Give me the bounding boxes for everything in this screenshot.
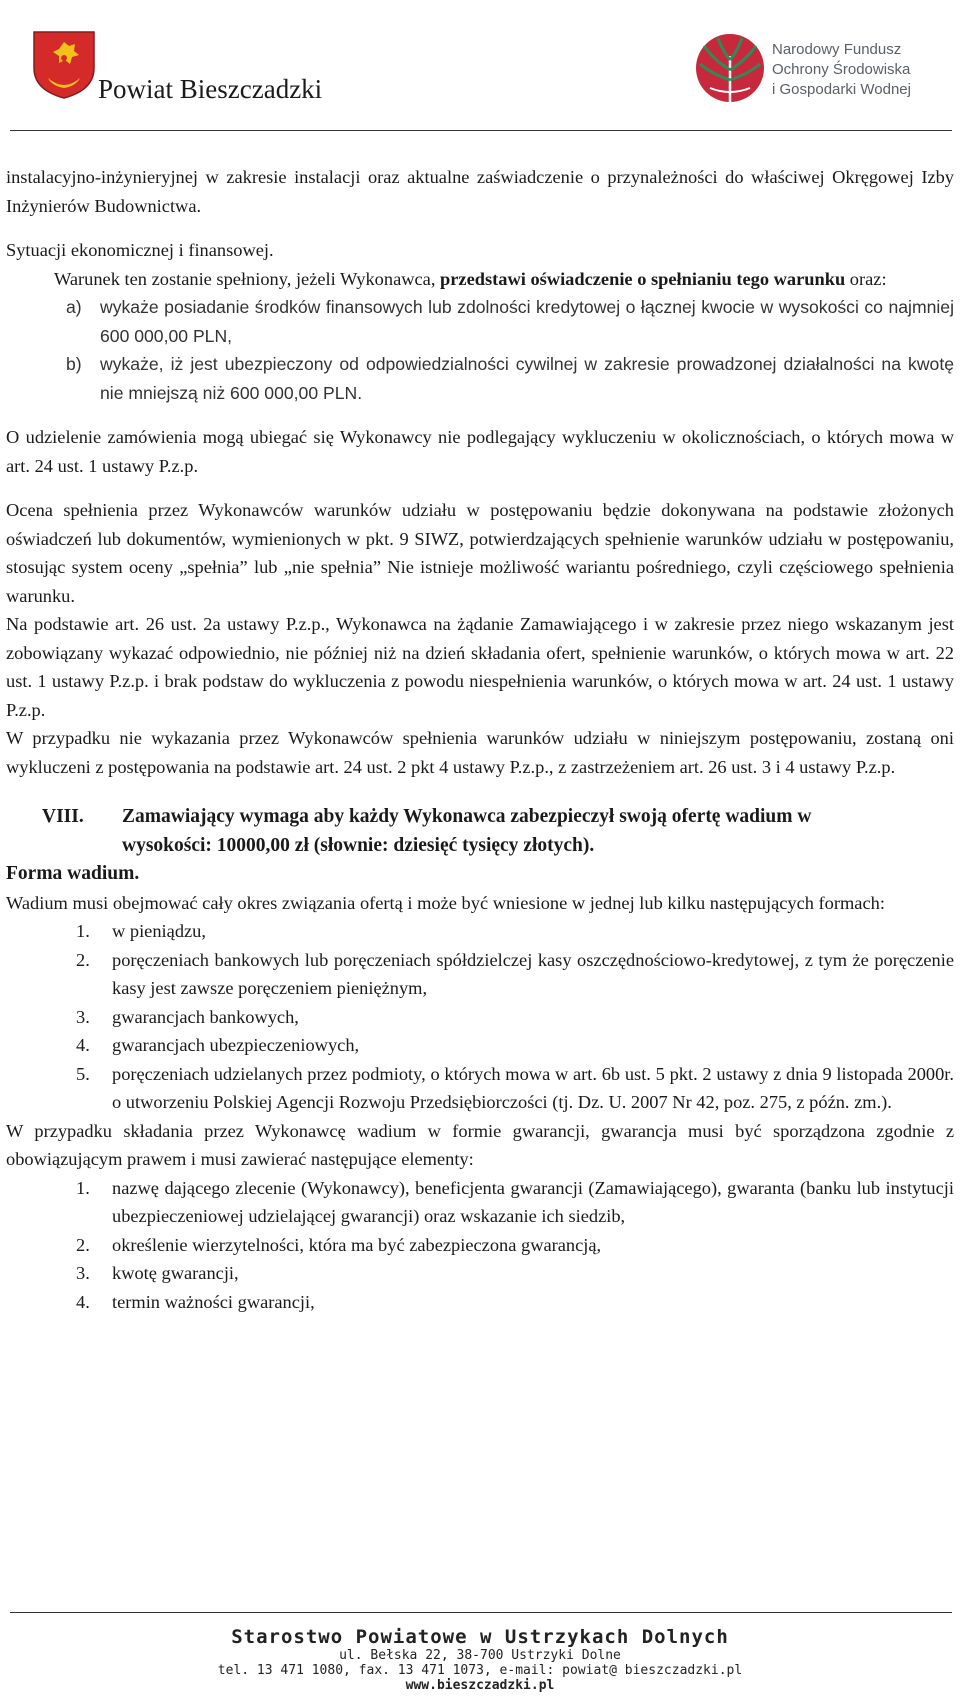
condition-end: oraz: bbox=[845, 268, 887, 289]
list-item-number: 1. bbox=[76, 1177, 90, 1198]
paragraph-exclusion: W przypadku nie wykazania przez Wykonawców spełnienia warunków udziału w niniejszym postępowaniu, zostaną oni wykluczeni z postępowania na podstawie art. 24 ust. 2 pkt 4 ustawy P.z.p., z zastrzeżeniem art. 26 ust. 3 i 4 ustawy P.z.p. bbox=[6, 728, 954, 777]
list-item-number: 2. bbox=[76, 1234, 90, 1255]
list-item bbox=[76, 1031, 954, 1060]
list-item-text: w pieniądzu, bbox=[112, 921, 206, 941]
paragraph-qualifications: instalacyjno-inżynieryjnej w zakresie instalacji oraz aktualne zaświadczenie o przynależności do właściwej Okręgowej Izby Inżynierów Budownictwa. bbox=[6, 167, 954, 216]
list-item-text: gwarancjach ubezpieczeniowych, bbox=[112, 1035, 360, 1055]
section-viii-heading bbox=[42, 803, 954, 860]
footer-contact: tel. 13 471 1080, fax. 13 471 1073, e-mail: powiat@ bieszczadzki.pl bbox=[217, 1663, 743, 1678]
list-item-label: b) bbox=[66, 354, 82, 374]
list-item-text: wykaże, iż jest ubezpieczony od odpowiedzialności cywilnej w zakresie prowadzonej działalności na kwotę nie mniejszą niż 600 000,00 PLN. bbox=[100, 354, 954, 403]
organization-name: Powiat Bieszczadzki bbox=[98, 74, 323, 104]
document-body bbox=[6, 163, 954, 1316]
list-item-number: 1. bbox=[76, 921, 90, 941]
wadium-forms-list bbox=[6, 917, 954, 1117]
list-item-text: termin ważności gwarancji, bbox=[112, 1291, 315, 1312]
nfosigw-logo-text bbox=[772, 40, 911, 100]
list-item-text: nazwę dającego zlecenie (Wykonawcy), beneficjenta gwarancji (Zamawiającego), gwaranta (banku lub instytucji ubezpieczeniowej udzielającej gwarancji) oraz wskazanie ich siedzib, bbox=[112, 1177, 954, 1226]
list-item-b bbox=[66, 350, 954, 407]
list-item-number: 2. bbox=[76, 949, 90, 970]
list-item bbox=[76, 1231, 954, 1260]
paragraph-art-26: Na podstawie art. 26 ust. 2a ustawy P.z.p., Wykonawca na żądanie Zamawiającego i w zakresie przez niego wskazanym jest zobowiązany wykazać odpowiednio, nie później niż na dzień składania ofert, spełnienie warunków, o których mowa w art. 22 ust. 1 ustawy P.z.p. i brak podstaw do wykluczenia z powodu niespełnienia warunków, o których mowa w art. 24 ust. 1 ustawy P.z.p. bbox=[6, 614, 954, 720]
list-item-number: 5. bbox=[76, 1063, 90, 1084]
list-item-number: 3. bbox=[76, 1006, 90, 1027]
list-item-number: 3. bbox=[76, 1263, 90, 1283]
condition-bold-2: o spełnianiu tego warunku bbox=[637, 268, 846, 289]
paragraph-guarantee-intro: W przypadku składania przez Wykonawcę wadium w formie gwarancji, gwarancja musi być sporządzona zgodnie z obowiązującym prawem i musi zawierać następujące elementy: bbox=[6, 1120, 954, 1169]
list-item bbox=[76, 1288, 954, 1317]
list-item-text: gwarancjach bankowych, bbox=[112, 1006, 299, 1027]
list-item bbox=[76, 946, 954, 1003]
condition-bold-1: przedstawi oświadczenie bbox=[440, 268, 633, 289]
list-item-text: określenie wierzytelności, która ma być zabezpieczona gwarancją, bbox=[112, 1234, 602, 1255]
nfosigw-line-3: i Gospodarki Wodnej bbox=[772, 81, 911, 98]
nfosigw-line-2: Ochrony Środowiska bbox=[772, 61, 911, 78]
heading-economic-situation: Sytuacji ekonomicznej i finansowej. bbox=[6, 240, 274, 260]
footer-address: ul. Bełska 22, 38-700 Ustrzyki Dolne bbox=[339, 1648, 621, 1663]
condition-start: Warunek ten zostanie spełniony, jeżeli Wykonawca, bbox=[54, 268, 441, 289]
footer-office-name: Starostwo Powiatowe w Ustrzykach Dolnych bbox=[231, 1626, 729, 1648]
list-item-text: poręczeniach udzielanych przez podmioty, o których mowa w art. 6b ust. 5 pkt. 2 ustawy z dnia 9 listopada 2000r. o utworzeniu Polskiej Agencji Rozwoju Przedsiębiorczości (tj. Dz. U. 2007 Nr 42, poz. 275, z późn. zm.). bbox=[112, 1063, 954, 1112]
nfosigw-logo-icon bbox=[690, 30, 772, 106]
section-title: Zamawiający wymaga aby każdy Wykonawca zabezpieczył swoją ofertę wadium w wysokości: 10000,00 zł (słownie: dziesięć tysięcy złotych). bbox=[122, 806, 812, 856]
list-item-label: a) bbox=[66, 297, 82, 317]
paragraph-eligibility: O udzielenie zamówienia mogą ubiegać się Wykonawcy nie podlegający wykluczeniu w okolicznościach, o których mowa w art. 24 ust. 1 ustawy P.z.p. bbox=[6, 427, 954, 476]
paragraph-condition bbox=[6, 265, 954, 294]
powiat-crest-logo bbox=[30, 28, 98, 100]
header-divider bbox=[10, 130, 952, 131]
list-item bbox=[76, 1003, 954, 1032]
paragraph-assessment: Ocena spełnienia przez Wykonawców warunków udziału w postępowaniu będzie dokonywana na podstawie złożonych oświadczeń lub dokumentów, wymienionych w pkt. 9 SIWZ, potwierdzających spełnienie warunków udziału w postępowaniu, stosując system oceny „spełnia” lub „nie spełnia” Nie istnieje możliwość wariantu pośredniego, czyli częściowego spełnienia warunku. bbox=[6, 500, 954, 606]
list-item-text: poręczeniach bankowych lub poręczeniach spółdzielczej kasy oszczędnościowo-kredytowej, z tym że poręczenie kasy jest zawsze poręczeniem pieniężnym, bbox=[112, 949, 954, 998]
list-item-text: kwotę gwarancji, bbox=[112, 1263, 239, 1283]
list-item bbox=[76, 1259, 954, 1288]
footer bbox=[0, 1626, 960, 1693]
list-item-number: 4. bbox=[76, 1291, 90, 1312]
list-item bbox=[76, 1060, 954, 1117]
footer-divider bbox=[10, 1612, 952, 1613]
list-item-a bbox=[66, 293, 954, 350]
nfosigw-line-1: Narodowy Fundusz bbox=[772, 41, 902, 58]
guarantee-elements-list bbox=[6, 1174, 954, 1317]
list-item-text: wykaże posiadanie środków finansowych lub zdolności kredytowej o łącznej kwocie w wysokości co najmniej 600 000,00 PLN, bbox=[100, 297, 954, 346]
list-item-number: 4. bbox=[76, 1035, 90, 1055]
section-number: VIII. bbox=[42, 806, 84, 827]
footer-website-link[interactable]: www.bieszczadzki.pl bbox=[405, 1678, 555, 1693]
list-item bbox=[76, 917, 954, 946]
list-item bbox=[76, 1174, 954, 1231]
paragraph-wadium-intro: Wadium musi obejmować cały okres związania ofertą i może być wniesione w jednej lub kilku następujących formach: bbox=[6, 892, 885, 913]
heading-forma-wadium: Forma wadium. bbox=[6, 863, 140, 884]
